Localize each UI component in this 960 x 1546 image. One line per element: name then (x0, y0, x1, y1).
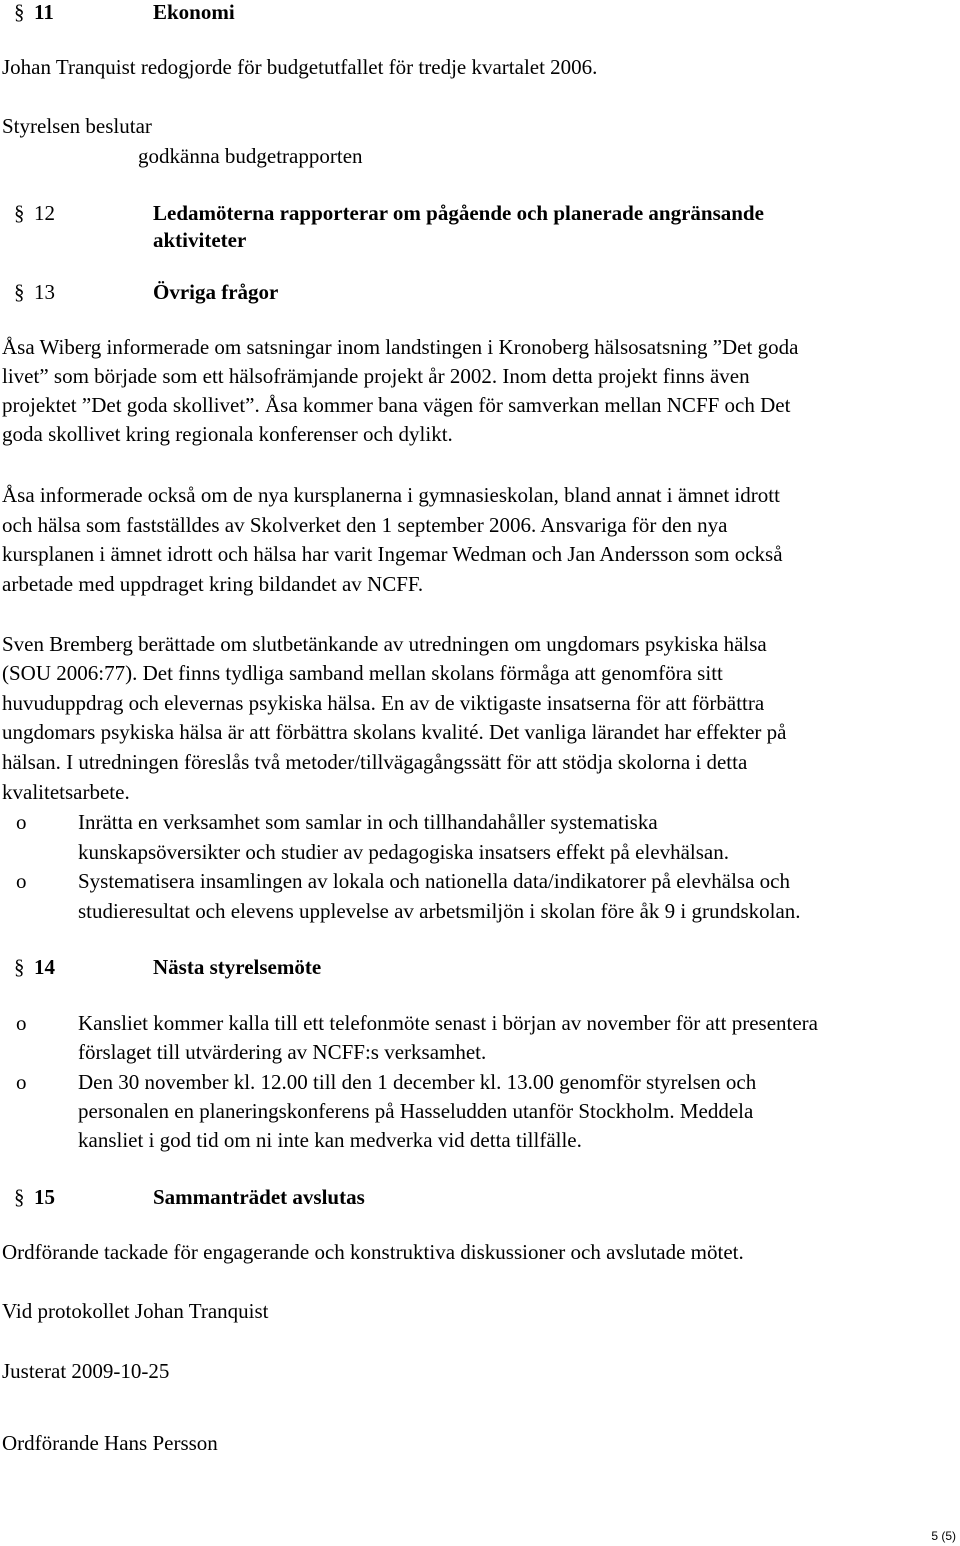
text-line: (SOU 2006:77). Det finns tydliga samband mellan skolans förmåga att genomföra sitt (2, 661, 723, 685)
text-line: Systematisera insamlingen av lokala och nationella data/indikatorer på elevhälsa och (78, 869, 791, 893)
text-line: Åsa Wiberg informerade om satsningar inom landstingen i Kronoberg hälsosatsning ”Det goda (2, 335, 799, 359)
text-line: ungdomars psykiska hälsa är att förbättra skolans kvalité. Det vanliga lärandet har effekter på (2, 720, 787, 744)
text-line: studieresultat och elevens upplevelse av arbetsmiljön i skolan före åk 9 i grundskolan. (78, 899, 801, 923)
section-symbol: § (14, 201, 25, 225)
text-line: kunskapsöversikter och studier av pedagogiska insatsers effekt på elevhälsan. (78, 840, 729, 864)
section-symbol: § (14, 280, 25, 304)
page-number: 5 (5) (931, 1529, 956, 1543)
text-line: personalen en planeringskonferens på Hasseludden utanför Stockholm. Meddela (78, 1099, 754, 1123)
text-line: Sven Bremberg berättade om slutbetänkande av utredningen om ungdomars psykiska hälsa (2, 632, 767, 656)
section-title: Övriga frågor (153, 280, 279, 304)
decision-text: godkänna budgetrapporten (138, 144, 363, 168)
section-title-continued: aktiviteter (153, 228, 247, 252)
text-line: arbetade med uppdraget kring bildandet av NCFF. (2, 572, 424, 596)
section-symbol: § (14, 955, 25, 979)
section-title: Ledamöterna rapporterar om pågående och planerade angränsande (153, 201, 764, 225)
text-line: projektet ”Det goda skollivet”. Åsa kommer bana vägen för samverkan mellan NCFF och Det (2, 393, 791, 417)
text-line: hälsan. I utredningen föreslås två metoder/tillvägagångssätt för att stödja skolorna i detta (2, 750, 748, 774)
bullet-marker: o (16, 869, 27, 893)
text-line: Inrätta en verksamhet som samlar in och tillhandahåller systematiska (78, 810, 658, 834)
section-number: 13 (34, 280, 55, 304)
text-line: Den 30 november kl. 12.00 till den 1 december kl. 13.00 genomför styrelsen och (78, 1070, 757, 1094)
chair-signature: Ordförande Hans Persson (2, 1431, 218, 1455)
text-line: Kansliet kommer kalla till ett telefonmöte senast i början av november för att presentera (78, 1011, 818, 1035)
section-title: Ekonomi (153, 0, 235, 24)
verified-date: Justerat 2009-10-25 (2, 1359, 170, 1383)
section-number: 12 (34, 201, 55, 225)
text-line: kvalitetsarbete. (2, 780, 130, 804)
section-symbol: § (14, 0, 25, 24)
text-line: Åsa informerade också om de nya kursplanerna i gymnasieskolan, bland annat i ämnet idrott (2, 483, 780, 507)
paragraph-budget-report: Johan Tranquist redogjorde för budgetutfallet för tredje kvartalet 2006. (2, 55, 598, 79)
text-line: förslaget till utvärdering av NCFF:s verksamhet. (78, 1040, 487, 1064)
section-number: 15 (34, 1185, 55, 1209)
bullet-marker: o (16, 1070, 27, 1094)
decision-label: Styrelsen beslutar (2, 114, 152, 138)
protocol-signature: Vid protokollet Johan Tranquist (2, 1299, 269, 1323)
text-line: livet” som började som ett hälsofrämjande projekt år 2002. Inom detta projekt finns även (2, 364, 750, 388)
text-line: kansliet i god tid om ni inte kan medverka vid detta tillfälle. (78, 1128, 582, 1152)
section-number: 14 (34, 955, 55, 979)
paragraph-closing: Ordförande tackade för engagerande och konstruktiva diskussioner och avslutade mötet. (2, 1240, 744, 1264)
section-symbol: § (14, 1185, 25, 1209)
bullet-marker: o (16, 1011, 27, 1035)
bullet-marker: o (16, 810, 27, 834)
section-title: Nästa styrelsemöte (153, 955, 322, 979)
text-line: kursplanen i ämnet idrott och hälsa har varit Ingemar Wedman och Jan Andersson som också (2, 542, 783, 566)
text-line: och hälsa som fastställdes av Skolverket den 1 september 2006. Ansvariga för den nya (2, 513, 728, 537)
section-title: Sammanträdet avslutas (153, 1185, 365, 1209)
text-line: huvuduppdrag och elevernas psykiska hälsa. En av de viktigaste insatserna för att förbättra (2, 691, 765, 715)
section-number: 11 (34, 0, 54, 24)
text-line: goda skollivet kring regionala konferenser och dylikt. (2, 422, 453, 446)
